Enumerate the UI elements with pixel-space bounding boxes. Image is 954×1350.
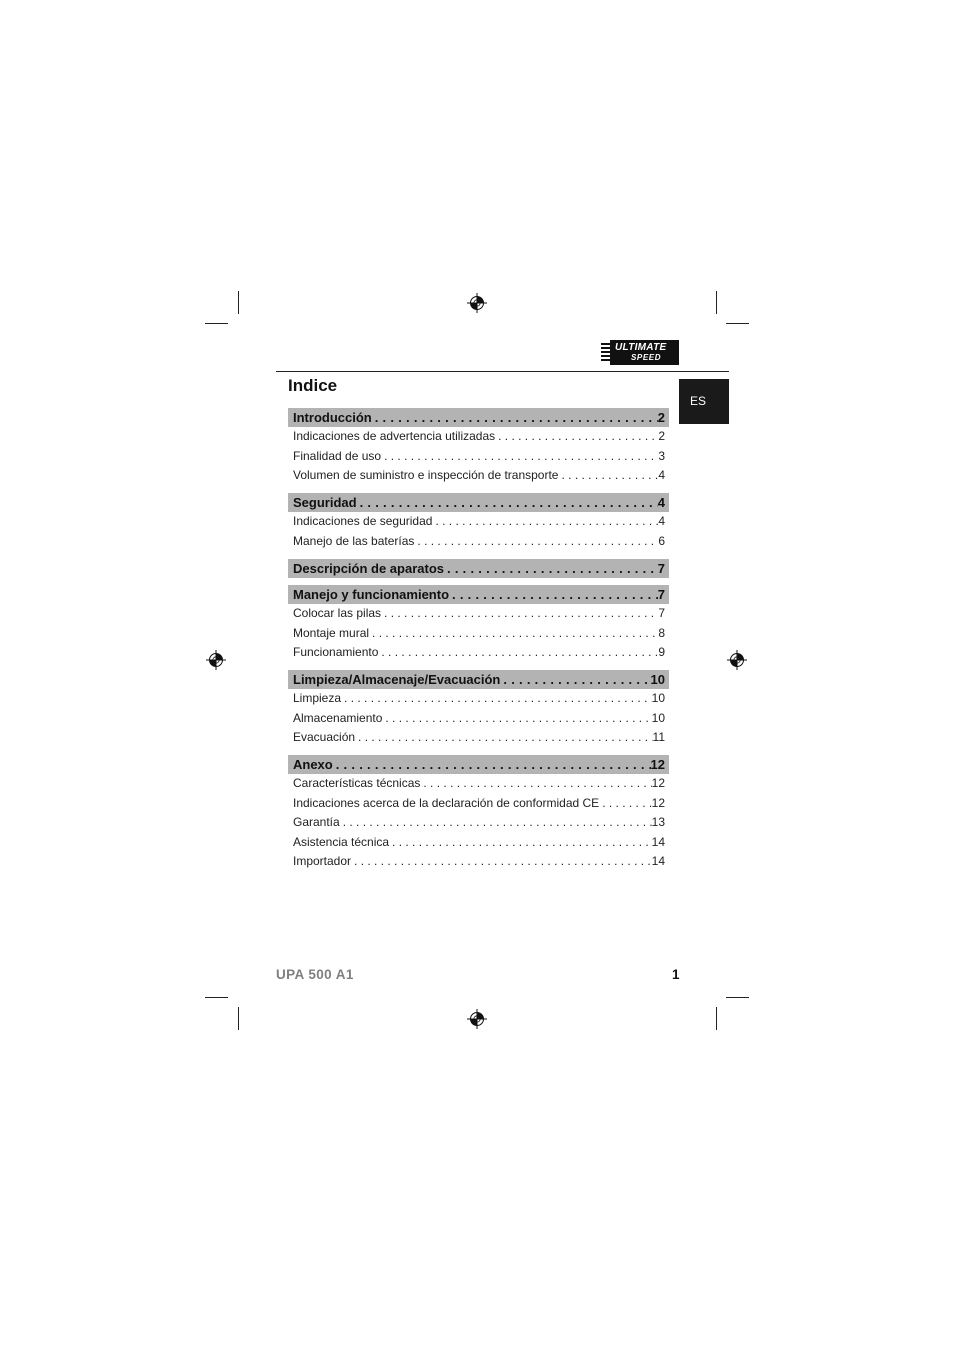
toc-entry-page: 7 <box>658 606 665 620</box>
toc-entry <box>288 643 669 663</box>
toc-heading-title: Manejo y funcionamiento <box>293 587 450 602</box>
dot-leader <box>351 852 652 872</box>
toc-entry <box>288 774 669 794</box>
dot-leader <box>372 408 658 427</box>
dot-leader <box>599 794 651 814</box>
dot-leader <box>444 559 658 578</box>
toc-entry-page: 14 <box>651 854 665 868</box>
dot-leader <box>420 774 651 794</box>
toc-heading-page: 10 <box>650 672 665 687</box>
toc-heading-title: Descripción de aparatos <box>293 560 444 576</box>
toc-heading-page: 12 <box>650 757 665 772</box>
toc-entry <box>288 532 669 552</box>
toc-section <box>288 585 669 663</box>
crop-mark <box>726 997 749 998</box>
toc-entry-page: 12 <box>651 795 665 810</box>
toc-entry-page: 6 <box>658 533 665 548</box>
toc-entry-page: 4 <box>658 468 665 482</box>
language-tab-label: ES <box>690 394 707 408</box>
toc-entry-page: 2 <box>658 429 665 443</box>
toc-heading <box>288 408 669 427</box>
toc-section <box>288 559 669 578</box>
toc-entry-page: 14 <box>651 834 665 849</box>
toc-heading-title: Seguridad <box>293 495 357 510</box>
toc-heading-title: Anexo <box>293 757 333 772</box>
header-rule <box>276 371 729 372</box>
toc-entry-page: 11 <box>652 730 665 744</box>
toc-entry <box>288 604 669 624</box>
crop-mark <box>205 997 228 998</box>
crop-mark <box>716 291 717 314</box>
page-number: 1 <box>672 967 680 982</box>
toc-heading-title: Introducción <box>293 410 372 425</box>
registration-mark-icon <box>466 292 488 314</box>
toc-heading <box>288 493 669 512</box>
dot-leader <box>382 709 651 729</box>
toc-entry-title: Indicaciones de advertencia utilizadas <box>293 429 496 443</box>
toc-section <box>288 755 669 872</box>
dot-leader <box>389 833 652 853</box>
toc-entry <box>288 447 669 467</box>
table-of-contents <box>288 408 669 879</box>
toc-heading-page: 2 <box>657 410 665 425</box>
dot-leader <box>333 755 651 774</box>
toc-entry-title: Características técnicas <box>293 776 421 790</box>
toc-entry <box>288 689 669 709</box>
dot-leader <box>378 643 658 663</box>
toc-entry-title: Garantía <box>293 815 340 829</box>
toc-section <box>288 670 669 748</box>
toc-entry-title: Funcionamiento <box>293 645 379 659</box>
dot-leader <box>414 532 658 552</box>
dot-leader <box>381 604 658 624</box>
brand-logo <box>601 340 679 365</box>
toc-entry-title: Colocar las pilas <box>293 606 382 620</box>
toc-heading-title: Limpieza/Almacenaje/Evacuación <box>293 672 501 687</box>
logo-text-ultimate: ULTIMATE <box>615 342 667 353</box>
toc-entry-page: 10 <box>651 710 665 725</box>
toc-entry-page: 12 <box>651 776 665 790</box>
registration-mark-icon <box>466 1008 488 1030</box>
toc-entry <box>288 794 669 814</box>
toc-entry-title: Montaje mural <box>293 625 370 640</box>
toc-entry-title: Volumen de suministro e inspección de transporte <box>293 468 559 482</box>
registration-mark-icon <box>205 649 227 671</box>
dot-leader <box>432 512 658 532</box>
toc-entry-title: Finalidad de uso <box>293 448 382 463</box>
toc-heading-page: 7 <box>657 560 665 576</box>
toc-entry-title: Manejo de las baterías <box>293 533 415 548</box>
toc-entry <box>288 709 669 729</box>
toc-entry-title: Limpieza <box>293 691 342 705</box>
toc-entry <box>288 624 669 644</box>
toc-entry-title: Indicaciones de seguridad <box>293 514 433 528</box>
toc-entry-page: 8 <box>658 625 665 640</box>
toc-entry <box>288 728 669 748</box>
dot-leader <box>558 466 658 486</box>
toc-heading <box>288 559 669 578</box>
toc-entry-page: 9 <box>658 645 665 659</box>
dot-leader <box>341 689 652 709</box>
toc-entry-page: 3 <box>658 448 665 463</box>
toc-heading-page: 7 <box>657 587 665 602</box>
toc-entry <box>288 427 669 447</box>
toc-heading <box>288 755 669 774</box>
toc-entry <box>288 466 669 486</box>
toc-entry <box>288 813 669 833</box>
language-tab <box>679 379 729 424</box>
crop-mark <box>238 1007 239 1030</box>
toc-entry-page: 10 <box>651 691 665 705</box>
dot-leader <box>340 813 652 833</box>
toc-heading <box>288 670 669 689</box>
crop-mark <box>205 323 228 324</box>
toc-entry <box>288 512 669 532</box>
crop-mark <box>238 291 239 314</box>
logo-text-speed: SPEED <box>631 353 662 362</box>
dot-leader <box>495 427 658 447</box>
toc-entry-title: Almacenamiento <box>293 710 383 725</box>
page-title: Indice <box>288 376 338 395</box>
toc-heading-page: 4 <box>657 495 665 510</box>
crop-mark <box>716 1007 717 1030</box>
toc-entry-title: Importador <box>293 854 352 868</box>
model-number: UPA 500 A1 <box>276 967 354 982</box>
crop-mark <box>726 323 749 324</box>
dot-leader <box>449 585 658 604</box>
dot-leader <box>381 447 658 467</box>
toc-heading <box>288 585 669 604</box>
dot-leader <box>369 624 658 644</box>
dot-leader <box>357 493 658 512</box>
registration-mark-icon <box>726 649 748 671</box>
toc-entry-page: 4 <box>658 514 665 528</box>
toc-section <box>288 493 669 551</box>
toc-entry-title: Indicaciones acerca de la declaración de conformidad CE <box>293 795 600 810</box>
toc-entry <box>288 852 669 872</box>
toc-entry <box>288 833 669 853</box>
toc-entry-title: Evacuación <box>293 730 356 744</box>
dot-leader <box>500 670 650 689</box>
toc-entry-title: Asistencia técnica <box>293 834 390 849</box>
toc-entry-page: 13 <box>651 815 665 829</box>
dot-leader <box>355 728 652 748</box>
toc-section <box>288 408 669 486</box>
